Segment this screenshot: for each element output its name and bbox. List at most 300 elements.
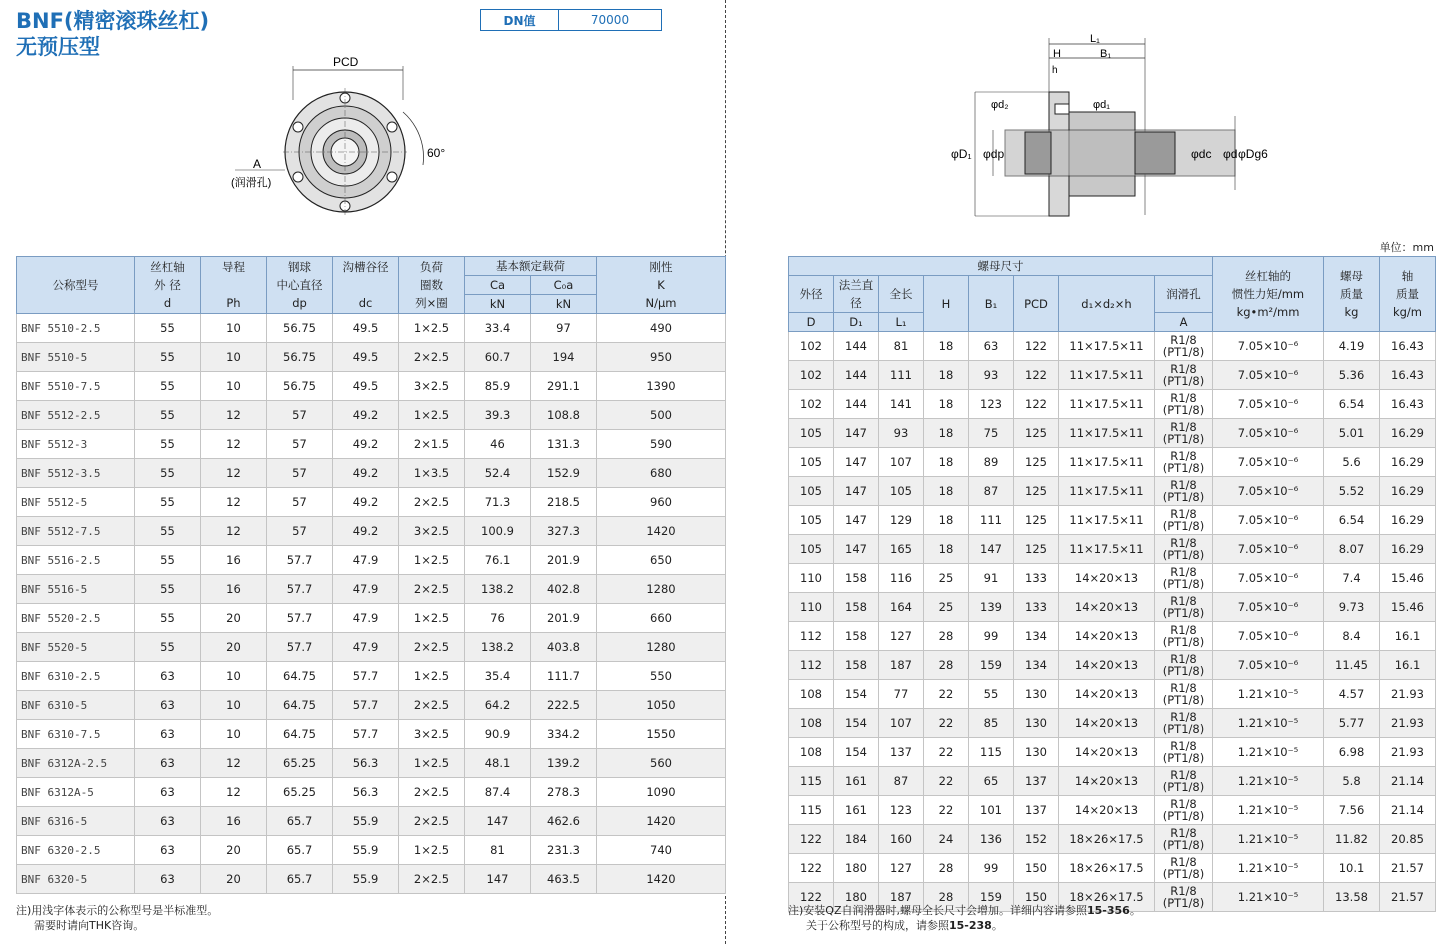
right-spec-table xyxy=(788,256,1436,912)
model-cell: BNF 5512-2.5 xyxy=(17,401,135,430)
lub-pt: (PT1/8) xyxy=(1162,374,1205,388)
col-nut-dims: 螺母尺寸 xyxy=(789,257,1213,276)
table-cell: 47.9 xyxy=(333,575,399,604)
table-cell: 150 xyxy=(1014,854,1059,883)
table-cell: 5.01 xyxy=(1324,419,1380,448)
table-cell: 960 xyxy=(597,488,726,517)
table-cell: 55 xyxy=(135,633,201,662)
table-cell: 500 xyxy=(597,401,726,430)
table-cell: 16.29 xyxy=(1380,419,1436,448)
table-cell: 12 xyxy=(201,517,267,546)
table-cell: 47.9 xyxy=(333,633,399,662)
table-cell: 10 xyxy=(201,691,267,720)
table-cell: 6.54 xyxy=(1324,506,1380,535)
table-row xyxy=(789,477,1436,506)
table-row xyxy=(17,401,726,430)
table-row xyxy=(789,448,1436,477)
table-cell: 590 xyxy=(597,430,726,459)
table-cell: 127 xyxy=(879,622,924,651)
table-cell: 102 xyxy=(789,361,834,390)
table-cell: 21.57 xyxy=(1380,883,1436,912)
table-cell: 139 xyxy=(969,593,1014,622)
table-cell: 1.21×10⁻⁵ xyxy=(1213,796,1324,825)
table-cell: 55 xyxy=(135,343,201,372)
table-cell: 6.98 xyxy=(1324,738,1380,767)
table-cell: 65.7 xyxy=(267,865,333,894)
table-cell: 3×2.5 xyxy=(399,517,465,546)
table-cell: 18 xyxy=(924,448,969,477)
table-cell: 64.2 xyxy=(465,691,531,720)
table-cell: 180 xyxy=(834,854,879,883)
table-cell: 125 xyxy=(1014,477,1059,506)
lub-cell xyxy=(1155,535,1213,564)
lub-r: R1/8 xyxy=(1170,362,1197,376)
table-cell: 7.05×10⁻⁶ xyxy=(1213,332,1324,361)
table-cell: 47.9 xyxy=(333,546,399,575)
table-cell: 81 xyxy=(465,836,531,865)
table-cell: 85 xyxy=(969,709,1014,738)
model-cell: BNF 6310-2.5 xyxy=(17,662,135,691)
table-cell: 63 xyxy=(135,749,201,778)
table-cell: 1×2.5 xyxy=(399,546,465,575)
table-cell: 63 xyxy=(135,836,201,865)
h-upper-label: H xyxy=(1053,48,1061,60)
lub-r: R1/8 xyxy=(1170,391,1197,405)
table-cell: 5.6 xyxy=(1324,448,1380,477)
table-cell: 102 xyxy=(789,332,834,361)
table-cell: 2×2.5 xyxy=(399,633,465,662)
table-cell: 55 xyxy=(135,517,201,546)
table-cell: 16 xyxy=(201,807,267,836)
h-lower-label: h xyxy=(1052,65,1058,76)
model-cell: BNF 6312A-2.5 xyxy=(17,749,135,778)
unit-label: 单位：mm xyxy=(1379,241,1434,254)
table-cell: 18 xyxy=(924,477,969,506)
model-cell: BNF 5516-2.5 xyxy=(17,546,135,575)
table-cell: 63 xyxy=(969,332,1014,361)
table-cell: 334.2 xyxy=(531,720,597,749)
table-cell: 11×17.5×11 xyxy=(1059,332,1155,361)
table-cell: 2×2.5 xyxy=(399,865,465,894)
table-cell: 93 xyxy=(969,361,1014,390)
front-view-drawing xyxy=(225,50,465,230)
table-cell: 10 xyxy=(201,720,267,749)
table-cell: 49.2 xyxy=(333,459,399,488)
table-cell: 1×2.5 xyxy=(399,604,465,633)
table-cell: 56.75 xyxy=(267,343,333,372)
table-cell: 231.3 xyxy=(531,836,597,865)
table-cell: 201.9 xyxy=(531,604,597,633)
col-lub-sym: A xyxy=(1155,313,1213,332)
table-cell: 55 xyxy=(135,314,201,343)
model-cell: BNF 5512-7.5 xyxy=(17,517,135,546)
table-cell: 550 xyxy=(597,662,726,691)
table-cell: 130 xyxy=(1014,738,1059,767)
table-cell: 55.9 xyxy=(333,836,399,865)
table-cell: 158 xyxy=(834,593,879,622)
table-cell: 7.05×10⁻⁶ xyxy=(1213,419,1324,448)
lub-r: R1/8 xyxy=(1170,739,1197,753)
table-cell: 22 xyxy=(924,796,969,825)
table-cell: 11×17.5×11 xyxy=(1059,361,1155,390)
table-cell: 291.1 xyxy=(531,372,597,401)
table-row xyxy=(789,332,1436,361)
table-cell: 134 xyxy=(1014,622,1059,651)
table-cell: 4.19 xyxy=(1324,332,1380,361)
table-cell: 100.9 xyxy=(465,517,531,546)
table-cell: 2×2.5 xyxy=(399,691,465,720)
angle-label: 60° xyxy=(427,146,446,160)
a-label: A xyxy=(253,157,262,171)
table-cell: 57.7 xyxy=(267,604,333,633)
table-cell: 39.3 xyxy=(465,401,531,430)
table-cell: 22 xyxy=(924,767,969,796)
table-cell: 1.21×10⁻⁵ xyxy=(1213,883,1324,912)
left-note-line1: 注)用浅字体表示的公称型号是半标准型。 xyxy=(16,904,219,917)
table-cell: 127 xyxy=(879,854,924,883)
col-ca-unit: kN xyxy=(465,295,531,314)
table-row xyxy=(17,314,726,343)
table-cell: 130 xyxy=(1014,709,1059,738)
table-cell: 144 xyxy=(834,390,879,419)
table-cell: 93 xyxy=(879,419,924,448)
table-cell: 49.5 xyxy=(333,372,399,401)
table-cell: 402.8 xyxy=(531,575,597,604)
table-cell: 2×1.5 xyxy=(399,430,465,459)
table-cell: 49.2 xyxy=(333,430,399,459)
table-row xyxy=(17,633,726,662)
table-cell: 18 xyxy=(924,390,969,419)
table-cell: 7.05×10⁻⁶ xyxy=(1213,361,1324,390)
table-cell: 16.43 xyxy=(1380,390,1436,419)
table-cell: 650 xyxy=(597,546,726,575)
col-inertia: 丝杠轴的 惯性力矩/mm kg•m²/mm xyxy=(1213,257,1324,332)
model-cell: BNF 5510-2.5 xyxy=(17,314,135,343)
table-cell: 18×26×17.5 xyxy=(1059,854,1155,883)
lub-pt: (PT1/8) xyxy=(1162,838,1205,852)
table-cell: 11.45 xyxy=(1324,651,1380,680)
table-cell: 16.29 xyxy=(1380,448,1436,477)
table-cell: 22 xyxy=(924,680,969,709)
lub-pt: (PT1/8) xyxy=(1162,867,1205,881)
pcd-label: PCD xyxy=(333,55,359,69)
table-cell: 129 xyxy=(879,506,924,535)
right-note-ref2[interactable]: 15-238 xyxy=(949,919,992,932)
table-cell: 7.05×10⁻⁶ xyxy=(1213,564,1324,593)
lub-pt: (PT1/8) xyxy=(1162,461,1205,475)
table-cell: 107 xyxy=(879,709,924,738)
right-note: 注)安装QZ自润滑器时,螺母全长尺寸会增加。详细内容请参照15-356。 关于公称型号的构成，请参照15-238。 xyxy=(788,904,1141,932)
table-cell: 2×2.5 xyxy=(399,778,465,807)
table-cell: 56.3 xyxy=(333,749,399,778)
col-groove: 沟槽谷径 dc xyxy=(333,257,399,314)
table-cell: 99 xyxy=(969,622,1014,651)
table-cell: 1×2.5 xyxy=(399,836,465,865)
table-cell: 16.29 xyxy=(1380,506,1436,535)
table-cell: 16.29 xyxy=(1380,477,1436,506)
model-cell: BNF 6310-7.5 xyxy=(17,720,135,749)
table-cell: 8.07 xyxy=(1324,535,1380,564)
table-cell: 110 xyxy=(789,593,834,622)
table-cell: 28 xyxy=(924,854,969,883)
lub-pt: (PT1/8) xyxy=(1162,780,1205,794)
table-cell: 1×3.5 xyxy=(399,459,465,488)
table-cell: 21.14 xyxy=(1380,796,1436,825)
table-cell: 4.57 xyxy=(1324,680,1380,709)
table-cell: 21.93 xyxy=(1380,680,1436,709)
table-cell: 122 xyxy=(1014,390,1059,419)
table-cell: 327.3 xyxy=(531,517,597,546)
col-c0a: C₀a xyxy=(531,276,597,295)
table-cell: 11×17.5×11 xyxy=(1059,448,1155,477)
table-cell: 15.46 xyxy=(1380,564,1436,593)
table-cell: 218.5 xyxy=(531,488,597,517)
table-cell: 180 xyxy=(834,883,879,912)
table-cell: 161 xyxy=(834,767,879,796)
lub-cell xyxy=(1155,622,1213,651)
d-label: φd xyxy=(1223,147,1238,161)
model-cell: BNF 6320-2.5 xyxy=(17,836,135,865)
table-row xyxy=(17,372,726,401)
table-cell: 2×2.5 xyxy=(399,807,465,836)
lub-pt: (PT1/8) xyxy=(1162,722,1205,736)
table-cell: 91 xyxy=(969,564,1014,593)
table-row xyxy=(17,865,726,894)
table-cell: 63 xyxy=(135,691,201,720)
lub-cell xyxy=(1155,506,1213,535)
dn-value: 70000 xyxy=(590,13,630,27)
lub-r: R1/8 xyxy=(1170,565,1197,579)
table-cell: 115 xyxy=(789,796,834,825)
table-cell: 71.3 xyxy=(465,488,531,517)
table-row xyxy=(17,517,726,546)
table-cell: 55 xyxy=(969,680,1014,709)
table-cell: 108.8 xyxy=(531,401,597,430)
table-cell: 660 xyxy=(597,604,726,633)
table-cell: 105 xyxy=(789,419,834,448)
col-length-sym: L₁ xyxy=(879,313,924,332)
table-cell: 158 xyxy=(834,564,879,593)
table-cell: 64.75 xyxy=(267,662,333,691)
table-cell: 76 xyxy=(465,604,531,633)
table-cell: 1.21×10⁻⁵ xyxy=(1213,767,1324,796)
table-cell: 1.21×10⁻⁵ xyxy=(1213,680,1324,709)
table-cell: 139.2 xyxy=(531,749,597,778)
table-cell: 18×26×17.5 xyxy=(1059,825,1155,854)
table-cell: 55 xyxy=(135,546,201,575)
table-cell: 123 xyxy=(969,390,1014,419)
table-cell: 14×20×13 xyxy=(1059,796,1155,825)
table-cell: 56.75 xyxy=(267,372,333,401)
lub-pt: (PT1/8) xyxy=(1162,403,1205,417)
table-cell: 125 xyxy=(1014,419,1059,448)
table-cell: 152 xyxy=(1014,825,1059,854)
table-cell: 147 xyxy=(969,535,1014,564)
table-cell: 144 xyxy=(834,361,879,390)
table-cell: 14×20×13 xyxy=(1059,622,1155,651)
table-cell: 950 xyxy=(597,343,726,372)
table-cell: 12 xyxy=(201,430,267,459)
dn-label: DN值 xyxy=(481,10,559,30)
table-cell: 147 xyxy=(834,419,879,448)
table-cell: 1420 xyxy=(597,865,726,894)
table-cell: 16.43 xyxy=(1380,332,1436,361)
table-cell: 15.46 xyxy=(1380,593,1436,622)
table-cell: 16.43 xyxy=(1380,361,1436,390)
table-cell: 403.8 xyxy=(531,633,597,662)
table-cell: 1050 xyxy=(597,691,726,720)
table-cell: 463.5 xyxy=(531,865,597,894)
lub-cell xyxy=(1155,796,1213,825)
lub-cell xyxy=(1155,361,1213,390)
table-cell: 137 xyxy=(879,738,924,767)
table-cell: 122 xyxy=(1014,332,1059,361)
title-line1: BNF(精密滚珠丝杠) xyxy=(16,9,210,33)
table-row xyxy=(17,546,726,575)
d2-label: φd₂ xyxy=(991,99,1009,111)
table-cell: 64.75 xyxy=(267,691,333,720)
table-cell: 144 xyxy=(834,332,879,361)
lub-r: R1/8 xyxy=(1170,333,1197,347)
model-cell: BNF 6312A-5 xyxy=(17,778,135,807)
table-row xyxy=(17,459,726,488)
table-row xyxy=(789,390,1436,419)
table-cell: 159 xyxy=(969,883,1014,912)
lub-cell xyxy=(1155,709,1213,738)
table-cell: 57 xyxy=(267,517,333,546)
dn-value-box xyxy=(480,9,662,31)
model-cell: BNF 5510-5 xyxy=(17,343,135,372)
table-cell: 165 xyxy=(879,535,924,564)
col-H: H xyxy=(924,276,969,332)
lub-cell xyxy=(1155,419,1213,448)
table-cell: 11.82 xyxy=(1324,825,1380,854)
table-cell: 55 xyxy=(135,575,201,604)
table-cell: 85.9 xyxy=(465,372,531,401)
lub-pt: (PT1/8) xyxy=(1162,896,1205,910)
table-cell: 21.93 xyxy=(1380,738,1436,767)
table-cell: 28 xyxy=(924,883,969,912)
table-cell: 75 xyxy=(969,419,1014,448)
table-cell: 1×2.5 xyxy=(399,749,465,778)
table-cell: 64.75 xyxy=(267,720,333,749)
table-cell: 1280 xyxy=(597,633,726,662)
table-row xyxy=(17,749,726,778)
lub-cell xyxy=(1155,564,1213,593)
model-cell: BNF 5520-5 xyxy=(17,633,135,662)
a-note: (润滑孔) xyxy=(231,177,272,189)
table-cell: 154 xyxy=(834,738,879,767)
table-cell: 108 xyxy=(789,738,834,767)
table-cell: 1×2.5 xyxy=(399,401,465,430)
table-cell: 57.7 xyxy=(333,691,399,720)
lub-r: R1/8 xyxy=(1170,797,1197,811)
lub-r: R1/8 xyxy=(1170,623,1197,637)
table-cell: 1420 xyxy=(597,517,726,546)
col-basic-load: 基本额定载荷 xyxy=(465,257,597,276)
col-lub: 润滑孔 xyxy=(1155,276,1213,313)
lub-cell xyxy=(1155,825,1213,854)
col-c0a-unit: kN xyxy=(531,295,597,314)
col-PCD: PCD xyxy=(1014,276,1059,332)
table-cell: 49.2 xyxy=(333,488,399,517)
lub-pt: (PT1/8) xyxy=(1162,519,1205,533)
table-cell: 16.29 xyxy=(1380,535,1436,564)
table-cell: 125 xyxy=(1014,448,1059,477)
table-cell: 55 xyxy=(135,430,201,459)
table-cell: 111 xyxy=(969,506,1014,535)
table-cell: 154 xyxy=(834,709,879,738)
model-cell: BNF 5510-7.5 xyxy=(17,372,135,401)
table-row xyxy=(789,622,1436,651)
table-cell: 137 xyxy=(1014,767,1059,796)
table-cell: 12 xyxy=(201,488,267,517)
table-cell: 87 xyxy=(969,477,1014,506)
table-cell: 560 xyxy=(597,749,726,778)
table-cell: 147 xyxy=(834,477,879,506)
table-cell: 108 xyxy=(789,680,834,709)
table-row xyxy=(17,720,726,749)
table-cell: 55 xyxy=(135,372,201,401)
table-row xyxy=(17,430,726,459)
table-cell: 87 xyxy=(879,767,924,796)
table-cell: 14×20×13 xyxy=(1059,709,1155,738)
table-cell: 102 xyxy=(789,390,834,419)
table-row xyxy=(17,488,726,517)
table-cell: 60.7 xyxy=(465,343,531,372)
lub-pt: (PT1/8) xyxy=(1162,577,1205,591)
table-cell: 65.25 xyxy=(267,749,333,778)
table-cell: 10.1 xyxy=(1324,854,1380,883)
right-note-ref1[interactable]: 15-356 xyxy=(1086,904,1130,917)
table-cell: 16.1 xyxy=(1380,622,1436,651)
model-cell: BNF 6316-5 xyxy=(17,807,135,836)
table-cell: 105 xyxy=(879,477,924,506)
table-cell: 116 xyxy=(879,564,924,593)
table-cell: 87.4 xyxy=(465,778,531,807)
lub-cell xyxy=(1155,448,1213,477)
table-cell: 137 xyxy=(1014,796,1059,825)
dp-label: φdp xyxy=(983,147,1005,161)
table-cell: 7.05×10⁻⁶ xyxy=(1213,622,1324,651)
table-cell: 1420 xyxy=(597,807,726,836)
lub-r: R1/8 xyxy=(1170,478,1197,492)
table-cell: 57.7 xyxy=(267,633,333,662)
table-cell: 187 xyxy=(879,651,924,680)
table-cell: 49.2 xyxy=(333,401,399,430)
lub-pt: (PT1/8) xyxy=(1162,693,1205,707)
col-shaft: 丝杠轴 外 径 d xyxy=(135,257,201,314)
table-cell: 7.05×10⁻⁶ xyxy=(1213,390,1324,419)
table-cell: 57 xyxy=(267,430,333,459)
l1-label: L₁ xyxy=(1090,33,1100,45)
table-cell: 63 xyxy=(135,778,201,807)
table-cell: 33.4 xyxy=(465,314,531,343)
table-cell: 154 xyxy=(834,680,879,709)
table-cell: 63 xyxy=(135,807,201,836)
lub-r: R1/8 xyxy=(1170,710,1197,724)
table-cell: 147 xyxy=(834,448,879,477)
model-cell: BNF 5512-3 xyxy=(17,430,135,459)
table-cell: 101 xyxy=(969,796,1014,825)
table-cell: 12 xyxy=(201,401,267,430)
table-cell: 9.73 xyxy=(1324,593,1380,622)
table-cell: 123 xyxy=(879,796,924,825)
table-cell: 7.05×10⁻⁶ xyxy=(1213,535,1324,564)
table-cell: 161 xyxy=(834,796,879,825)
col-outer: 外径 xyxy=(789,276,834,313)
table-cell: 158 xyxy=(834,622,879,651)
